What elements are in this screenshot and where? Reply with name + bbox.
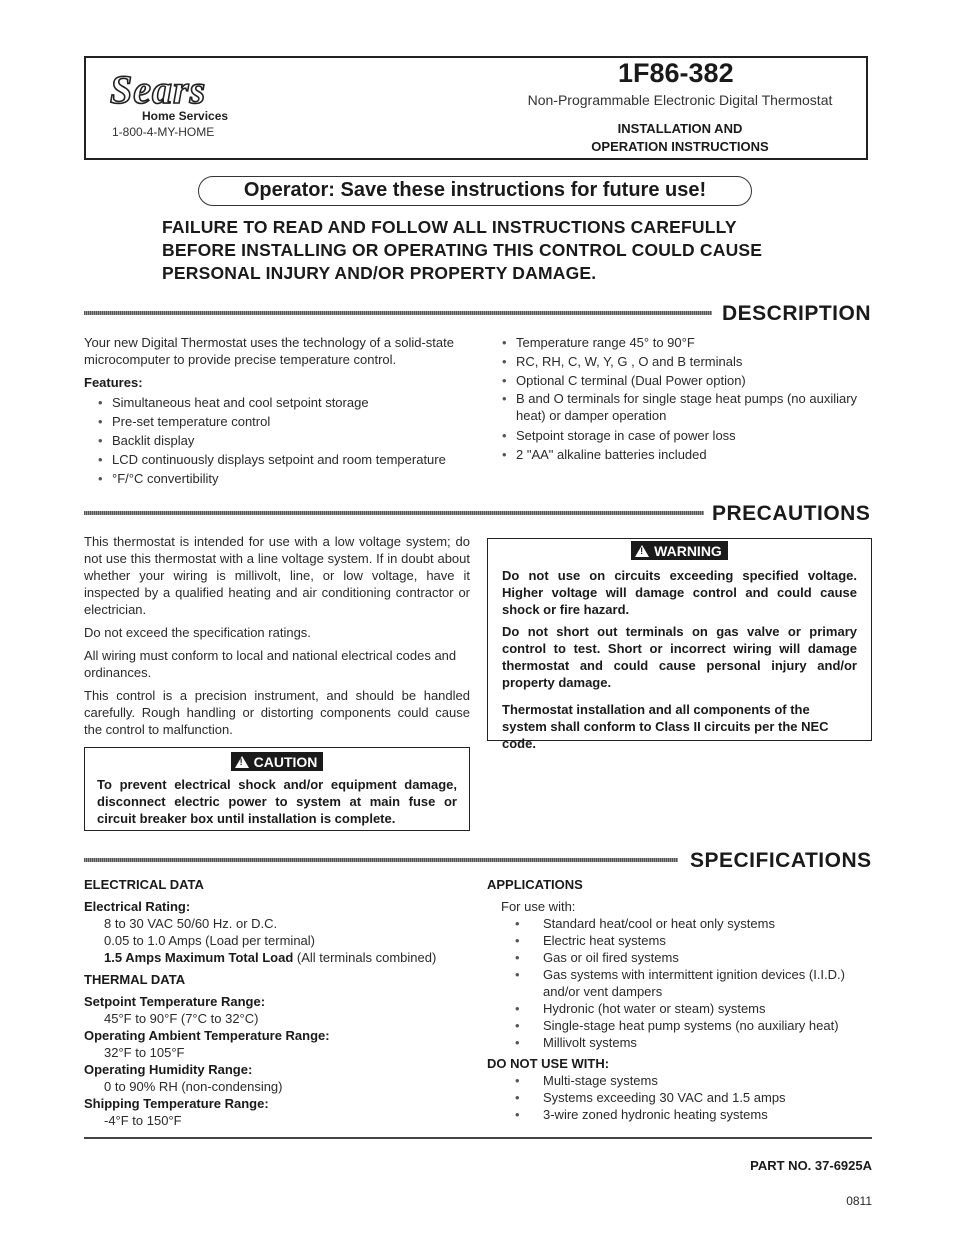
sears-logo: Sears	[110, 67, 207, 112]
description-rule	[84, 311, 712, 315]
list-item: • Single-stage heat pump systems (no auxiliary heat)	[487, 1017, 877, 1034]
do-not-use-list	[487, 1072, 877, 1123]
shipping-label: Shipping Temperature Range:	[84, 1096, 269, 1111]
model-number: 1F86-382	[618, 58, 734, 88]
specifications-title: SPECIFICATIONS	[690, 849, 872, 872]
caution-tag-wrap	[97, 752, 457, 772]
humidity-label: Operating Humidity Range:	[84, 1062, 253, 1077]
main-warning-line-1: FAILURE TO READ AND FOLLOW ALL INSTRUCTIONS CAREFULLY	[162, 217, 737, 237]
main-warning	[162, 216, 822, 285]
list-item: • Standard heat/cool or heat only systems	[487, 915, 877, 932]
warning-text: Do not use on circuits exceeding specified voltage. Higher voltage will damage control and could cause shock or fire hazard.	[502, 568, 857, 617]
caution-box	[84, 747, 470, 831]
applications-list	[487, 915, 877, 1051]
save-instructions-banner: Operator: Save these instructions for future use!	[198, 176, 752, 206]
description-title: DESCRIPTION	[722, 302, 872, 325]
humidity-value: 0 to 90% RH (non-condensing)	[104, 1079, 283, 1094]
list-item: • Electric heat systems	[487, 932, 877, 949]
list-item: • Simultaneous heat and cool setpoint storage	[96, 393, 470, 412]
list-item: • 2 "AA" alkaline batteries included	[500, 445, 874, 464]
warning-tag-wrap	[502, 541, 857, 561]
specs-summary-list	[500, 333, 874, 464]
footer-rule	[84, 1137, 872, 1139]
main-warning-line-3: PERSONAL INJURY AND/OR PROPERTY DAMAGE.	[162, 263, 597, 283]
electrical-rating-label: Electrical Rating:	[84, 899, 191, 914]
warning-text: Thermostat installation and all components of the system shall conform to Class II circuits per the NEC code.	[502, 702, 829, 751]
inst-line-1: INSTALLATION AND	[617, 121, 743, 136]
warning-text: Do not short out terminals on gas valve or primary control to test. Short or incorrect wiring will damage thermostat and could cause personal injury and/or property damage.	[502, 624, 857, 690]
description-right	[500, 333, 874, 464]
list-item: • Systems exceeding 30 VAC and 1.5 amps	[487, 1089, 877, 1106]
warning-label: WARNING	[654, 543, 722, 559]
electrical-rating-3	[84, 949, 484, 966]
list-item: • B and O terminals for single stage heat pumps (no auxiliary heat) or damper operation	[500, 390, 874, 424]
logo-subtitle: Home Services	[142, 109, 229, 123]
applications-heading: APPLICATIONS	[487, 877, 583, 892]
specs-left	[84, 876, 484, 1129]
description-left	[84, 334, 470, 488]
caution-text: To prevent electrical shock and/or equipment damage, disconnect electric power to system at main fuse or circuit breaker box until installation is complete.	[97, 777, 457, 826]
setpoint-label: Setpoint Temperature Range:	[84, 994, 266, 1009]
list-item: • 3-wire zoned hydronic heating systems	[487, 1106, 877, 1123]
max-load: 1.5 Amps Maximum Total Load	[104, 950, 294, 965]
ambient-label: Operating Ambient Temperature Range:	[84, 1028, 330, 1043]
list-item: • Gas or oil fired systems	[487, 949, 877, 966]
caution-label: CAUTION	[253, 754, 318, 770]
do-not-use-heading: DO NOT USE WITH:	[487, 1056, 610, 1071]
list-item: • RC, RH, C, W, Y, G , O and B terminals	[500, 352, 874, 371]
features-label: Features:	[84, 375, 143, 390]
list-item: • Setpoint storage in case of power loss	[500, 426, 874, 445]
list-item: • Hydronic (hot water or steam) systems	[487, 1000, 877, 1017]
warning-box	[487, 538, 872, 751]
features-list	[96, 393, 470, 488]
list-item: • Optional C terminal (Dual Power option)	[500, 371, 874, 390]
precaution-para: This control is a precision instrument, and should be handled carefully. Rough handling or distorting components could cause the control to malfunction.	[84, 688, 470, 737]
precautions-rule	[84, 511, 704, 515]
precaution-para: Do not exceed the specification ratings.	[84, 625, 311, 640]
electrical-rating-1: 8 to 30 VAC 50/60 Hz. or D.C.	[104, 916, 278, 931]
warning-tag	[631, 541, 728, 560]
specs-right	[487, 876, 877, 1123]
precaution-para: All wiring must conform to local and national electrical codes and ordinances.	[84, 648, 457, 680]
list-item: • LCD continuously displays setpoint and room temperature	[96, 450, 470, 469]
for-use-with: For use with:	[501, 899, 576, 914]
max-load-note: (All terminals combined)	[293, 950, 437, 965]
warning-triangle-icon	[635, 545, 649, 557]
main-warning-line-2: BEFORE INSTALLING OR OPERATING THIS CONTROL COULD CAUSE	[162, 240, 763, 260]
precautions-title: PRECAUTIONS	[712, 502, 871, 525]
electrical-rating-2: 0.05 to 1.0 Amps (Load per terminal)	[104, 933, 316, 948]
part-number: PART NO. 37-6925A	[750, 1158, 872, 1173]
list-item: • °F/°C convertibility	[96, 469, 470, 488]
specifications-rule	[84, 858, 678, 862]
precautions-left	[84, 533, 470, 738]
precaution-para: This thermostat is intended for use with a low voltage system; do not use this thermostat with a line voltage system. If in doubt about whether your wiring is millivolt, line, or low voltage, have it inspected by a qualified heating and air conditioning contractor or electrician.	[84, 534, 470, 617]
inst-line-2: OPERATION INSTRUCTIONS	[591, 139, 769, 154]
phone-number: 1-800-4-MY-HOME	[112, 125, 215, 139]
list-item: • Gas systems with intermittent ignition devices (I.I.D.) and/or vent dampers	[487, 966, 877, 1000]
list-item: • Temperature range 45° to 90°F	[500, 333, 874, 352]
setpoint-value: 45°F to 90°F (7°C to 32°C)	[104, 1011, 259, 1026]
warning-triangle-icon	[235, 756, 249, 768]
electrical-heading: ELECTRICAL DATA	[84, 877, 204, 892]
shipping-value: -4°F to 150°F	[104, 1113, 182, 1128]
ambient-value: 32°F to 105°F	[104, 1045, 185, 1060]
thermal-heading: THERMAL DATA	[84, 972, 186, 987]
description-intro: Your new Digital Thermostat uses the technology of a solid-state microcomputer to provide precise temperature control.	[84, 335, 454, 367]
list-item: • Millivolt systems	[487, 1034, 877, 1051]
list-item: • Backlit display	[96, 431, 470, 450]
caution-tag	[231, 752, 324, 771]
product-subtitle: Non-Programmable Electronic Digital Thermostat	[527, 92, 833, 108]
list-item: • Multi-stage systems	[487, 1072, 877, 1089]
list-item: • Pre-set temperature control	[96, 412, 470, 431]
doc-code: 0811	[846, 1194, 872, 1208]
